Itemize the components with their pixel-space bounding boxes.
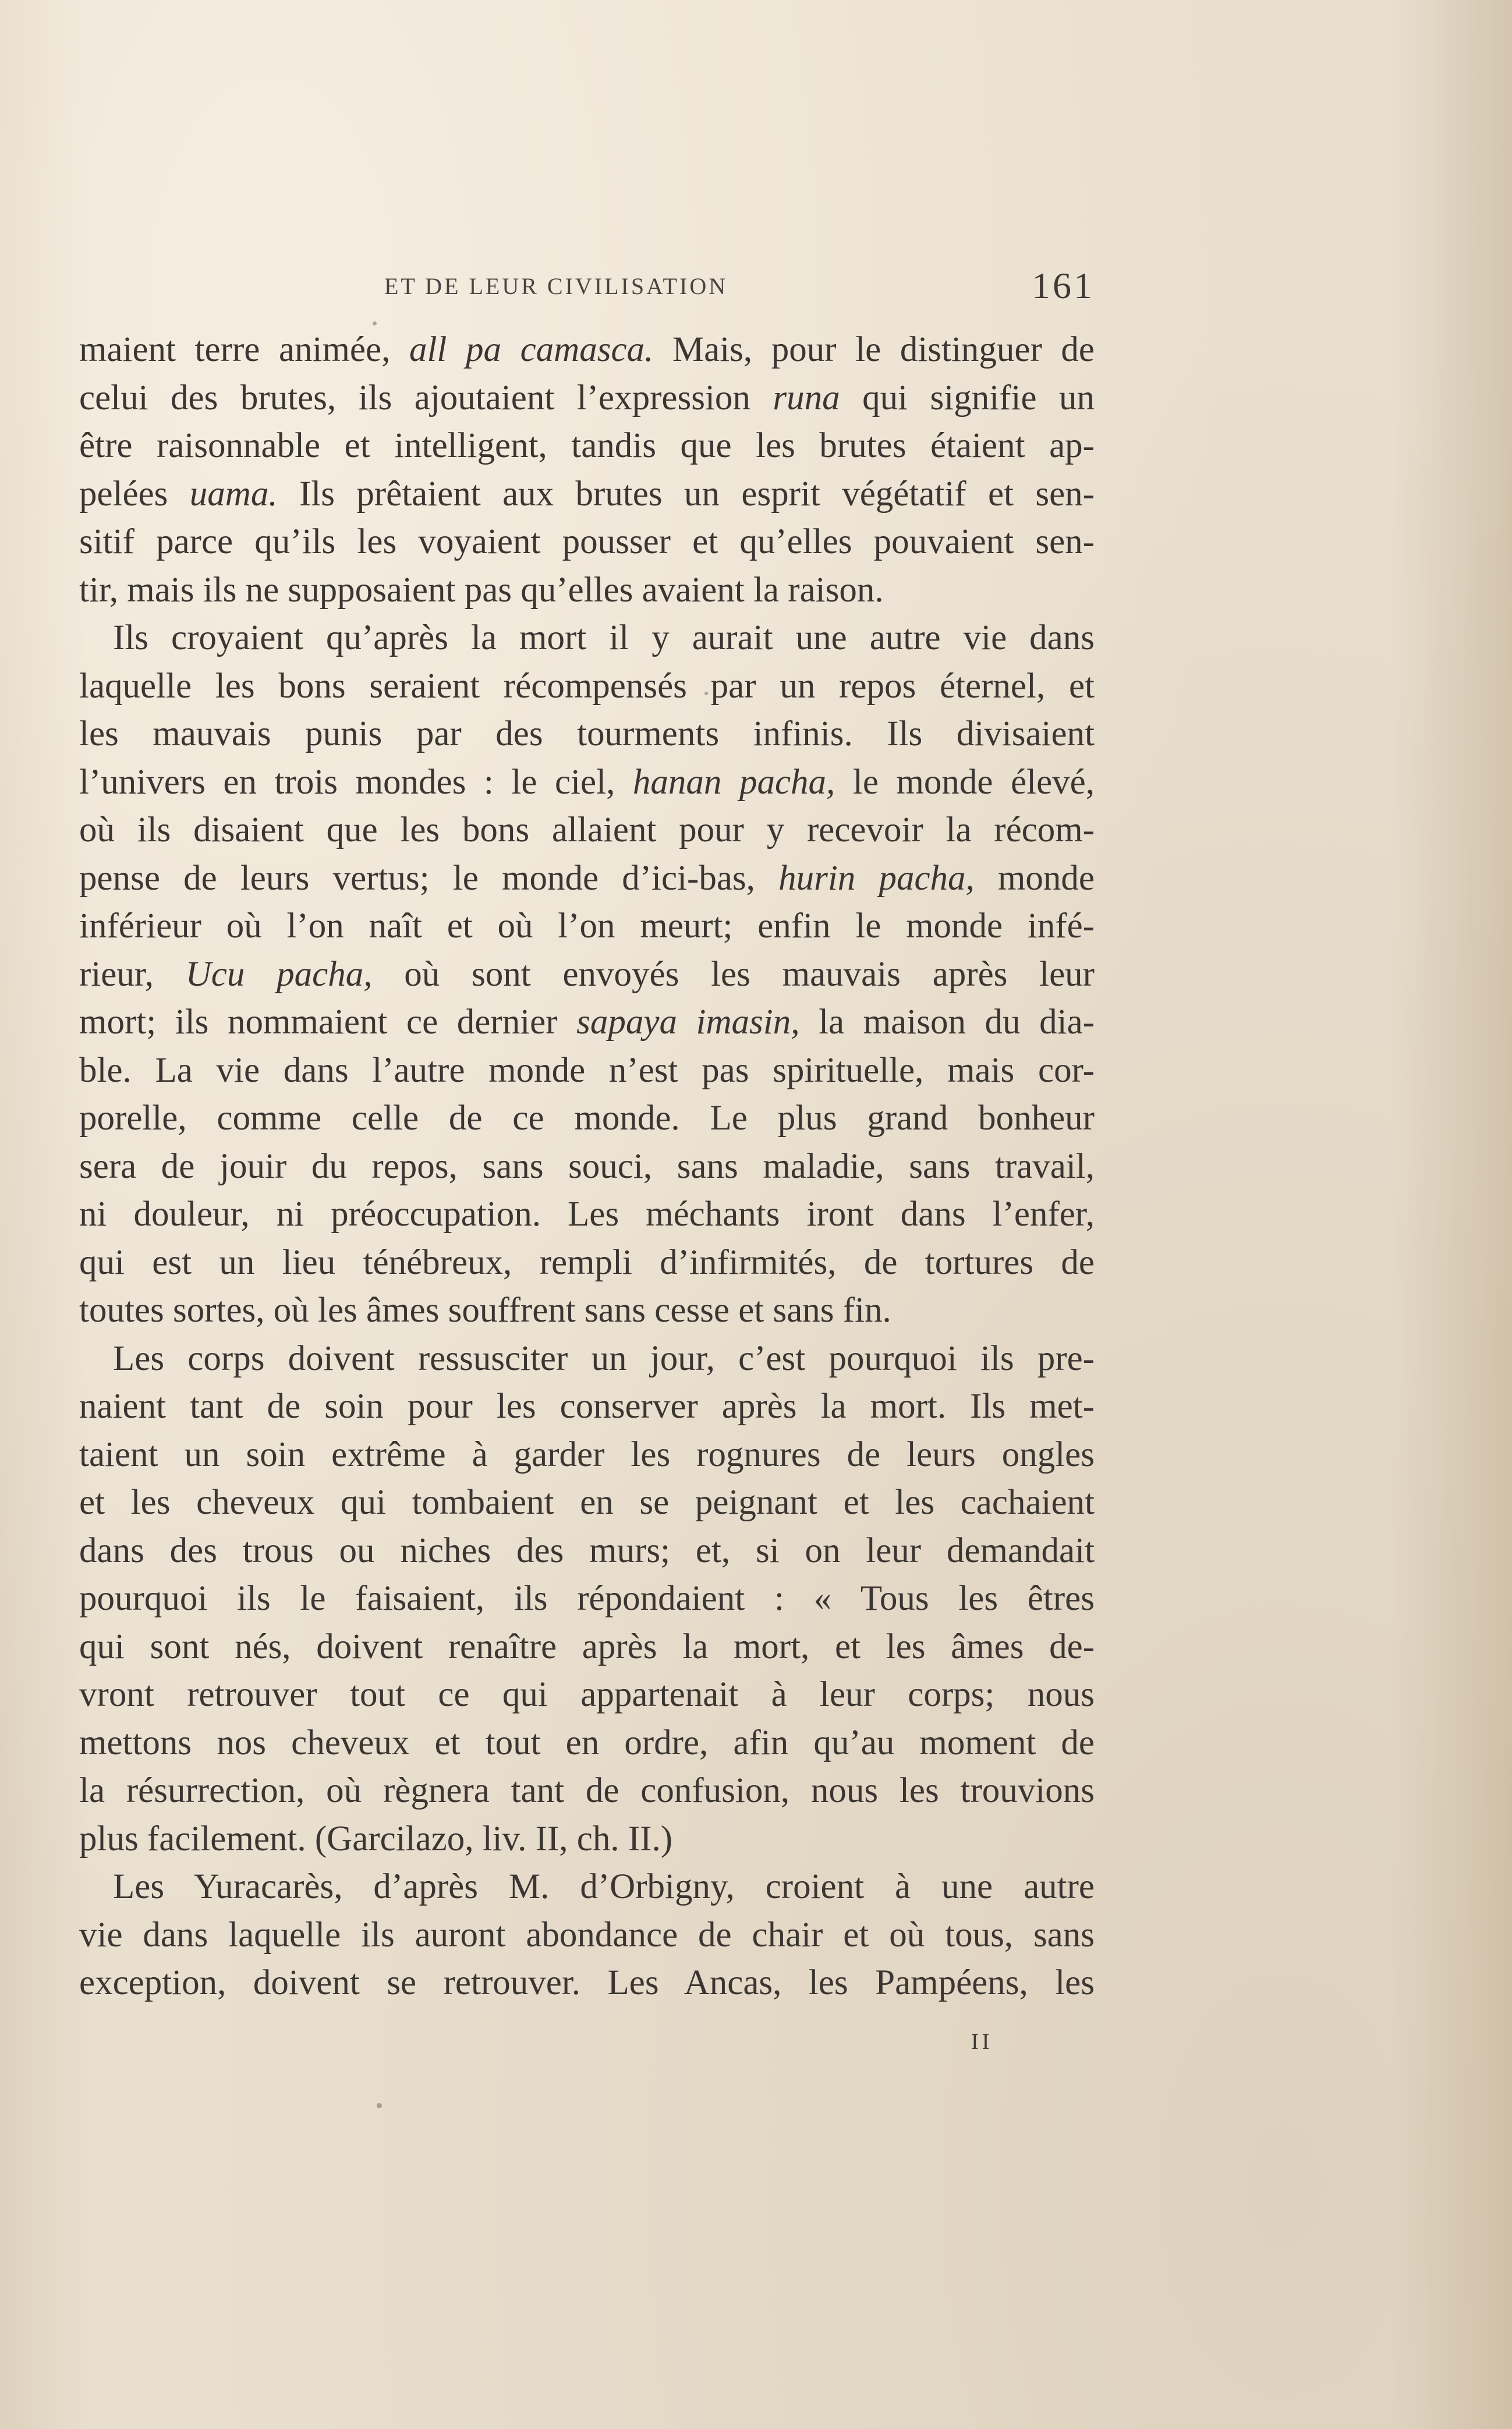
text-line bbox=[79, 1431, 1095, 1479]
text-run: ble. La vie dans l’autre monde n’est pas spirituelle, mais cor- bbox=[79, 1050, 1095, 1090]
text-run: pelées bbox=[79, 474, 190, 514]
text-line bbox=[79, 902, 1095, 951]
text-line bbox=[79, 710, 1095, 759]
text-run: Les Yuracarès, d’après M. d’Orbigny, croient à une autre bbox=[113, 1867, 1095, 1906]
text-line bbox=[79, 1047, 1095, 1095]
paragraph-start-line bbox=[79, 614, 1095, 663]
text-line bbox=[79, 326, 1095, 374]
text-run: Les corps doivent ressusciter un jour, c’est pourquoi ils pre- bbox=[113, 1339, 1095, 1378]
text-line bbox=[79, 663, 1095, 711]
text-line bbox=[79, 1671, 1095, 1719]
text-run: naient tant de soin pour les conserver après la mort. Ils met- bbox=[79, 1387, 1095, 1426]
text-run: Ils prêtaient aux brutes un esprit végétatif et sen- bbox=[277, 474, 1095, 514]
text-run: où sont envoyés les mauvais après leur bbox=[372, 954, 1095, 994]
text-run: toutes sortes, où les âmes souffrent sans cesse et sans fin. bbox=[79, 1291, 891, 1330]
italic-term: Ucu pacha, bbox=[185, 954, 373, 994]
text-run: porelle, comme celle de ce monde. Le plus grand bonheur bbox=[79, 1099, 1095, 1138]
text-line bbox=[79, 1287, 1095, 1335]
body-text bbox=[79, 326, 1095, 2007]
text-run: la maison du dia- bbox=[799, 1003, 1095, 1042]
italic-term: hanan pacha, bbox=[632, 762, 835, 802]
text-run: vie dans laquelle ils auront abondance de chair et où tous, sans bbox=[79, 1915, 1095, 1954]
page-number: 161 bbox=[1032, 265, 1095, 306]
italic-term: sapaya imasin, bbox=[576, 1003, 800, 1042]
text-line bbox=[79, 806, 1095, 855]
text-line bbox=[79, 1911, 1095, 1960]
text-run: ni douleur, ni préoccupation. Les méchants iront dans l’enfer, bbox=[79, 1195, 1095, 1234]
text-line bbox=[79, 518, 1095, 566]
text-line bbox=[79, 951, 1095, 999]
text-line bbox=[79, 1767, 1095, 1815]
signature-mark: II bbox=[971, 2030, 993, 2054]
text-line bbox=[79, 1575, 1095, 1623]
text-run: Ils croyaient qu’après la mort il y aurait une autre vie dans bbox=[113, 618, 1095, 657]
text-line bbox=[79, 1191, 1095, 1239]
italic-term: runa bbox=[773, 378, 840, 417]
text-line bbox=[79, 1143, 1095, 1191]
text-run: vront retrouver tout ce qui appartenait à leur corps; nous bbox=[79, 1675, 1095, 1714]
text-run: tir, mais ils ne supposaient pas qu’elles avaient la raison. bbox=[79, 570, 884, 610]
text-run: mort; ils nommaient ce dernier bbox=[79, 1003, 577, 1042]
text-run: la résurrection, où règnera tant de confusion, nous les trouvions bbox=[79, 1771, 1095, 1810]
text-run: être raisonnable et intelligent, tandis que les brutes étaient ap- bbox=[79, 426, 1095, 465]
text-line bbox=[79, 998, 1095, 1047]
text-run: qui est un lieu ténébreux, rempli d’infirmités, de tortures de bbox=[79, 1242, 1095, 1282]
paper-speck bbox=[377, 2103, 382, 2108]
text-line bbox=[79, 1479, 1095, 1527]
text-line bbox=[79, 1383, 1095, 1431]
text-run: celui des brutes, ils ajoutaient l’expression bbox=[79, 378, 773, 417]
italic-term: uama. bbox=[189, 474, 278, 514]
text-run: où ils disaient que les bons allaient pour y recevoir la récom- bbox=[79, 810, 1095, 849]
italic-term: hurin pacha, bbox=[778, 858, 975, 898]
text-run: le monde élevé, bbox=[835, 762, 1095, 802]
text-line bbox=[79, 1719, 1095, 1768]
text-run: pourquoi ils le faisaient, ils répondaient : « Tous les êtres bbox=[79, 1579, 1095, 1618]
text-line bbox=[79, 1239, 1095, 1287]
text-run: rieur, bbox=[79, 954, 186, 994]
text-run: taient un soin extrême à garder les rognures de leurs ongles bbox=[79, 1435, 1095, 1474]
text-run: sera de jouir du repos, sans souci, sans maladie, sans travail, bbox=[79, 1146, 1095, 1186]
paper-speck bbox=[704, 692, 708, 695]
text-line bbox=[79, 1095, 1095, 1143]
paragraph-start-line bbox=[79, 1335, 1095, 1383]
text-line bbox=[79, 855, 1095, 903]
paper-speck bbox=[373, 321, 377, 325]
text-run: et les cheveux qui tombaient en se peignant et les cachaient bbox=[79, 1483, 1095, 1522]
text-line bbox=[79, 759, 1095, 807]
italic-term: all pa camasca. bbox=[409, 330, 654, 369]
text-run: l’univers en trois mondes : le ciel, bbox=[79, 762, 633, 802]
text-run: dans des trous ou niches des murs; et, si on leur demandait bbox=[79, 1531, 1095, 1570]
text-run: exception, doivent se retrouver. Les Ancas, les Pampéens, les bbox=[79, 1963, 1095, 2002]
text-run: pense de leurs vertus; le monde d’ici-bas, bbox=[79, 858, 779, 898]
text-line bbox=[79, 1815, 1095, 1864]
text-line bbox=[79, 374, 1095, 423]
text-line bbox=[79, 470, 1095, 519]
text-line bbox=[79, 422, 1095, 470]
text-run: sitif parce qu’ils les voyaient pousser et qu’elles pouvaient sen- bbox=[79, 522, 1095, 561]
text-run: les mauvais punis par des tourments infinis. Ils divisaient bbox=[79, 714, 1095, 753]
text-run: qui sont nés, doivent renaître après la mort, et les âmes de- bbox=[79, 1627, 1095, 1666]
text-run: maient terre animée, bbox=[79, 330, 409, 369]
text-run: inférieur où l’on naît et où l’on meurt; enfin le monde infé- bbox=[79, 907, 1095, 946]
text-line bbox=[79, 1527, 1095, 1575]
text-line bbox=[79, 1959, 1095, 2007]
text-run: Mais, pour le distinguer de bbox=[653, 330, 1095, 369]
paragraph-start-line bbox=[79, 1863, 1095, 1911]
running-head bbox=[79, 265, 1095, 310]
text-run: mettons nos cheveux et tout en ordre, afin qu’au moment de bbox=[79, 1723, 1095, 1762]
text-run: qui signifie un bbox=[840, 378, 1095, 417]
text-run: plus facilement. (Garcilazo, liv. II, ch. II.) bbox=[79, 1819, 673, 1858]
running-title: ET DE LEUR CIVILISATION bbox=[384, 273, 728, 299]
text-line bbox=[79, 1623, 1095, 1672]
text-run: laquelle les bons seraient récompensés par un repos éternel, et bbox=[79, 666, 1095, 706]
text-line bbox=[79, 566, 1095, 615]
text-run: monde bbox=[974, 858, 1095, 898]
